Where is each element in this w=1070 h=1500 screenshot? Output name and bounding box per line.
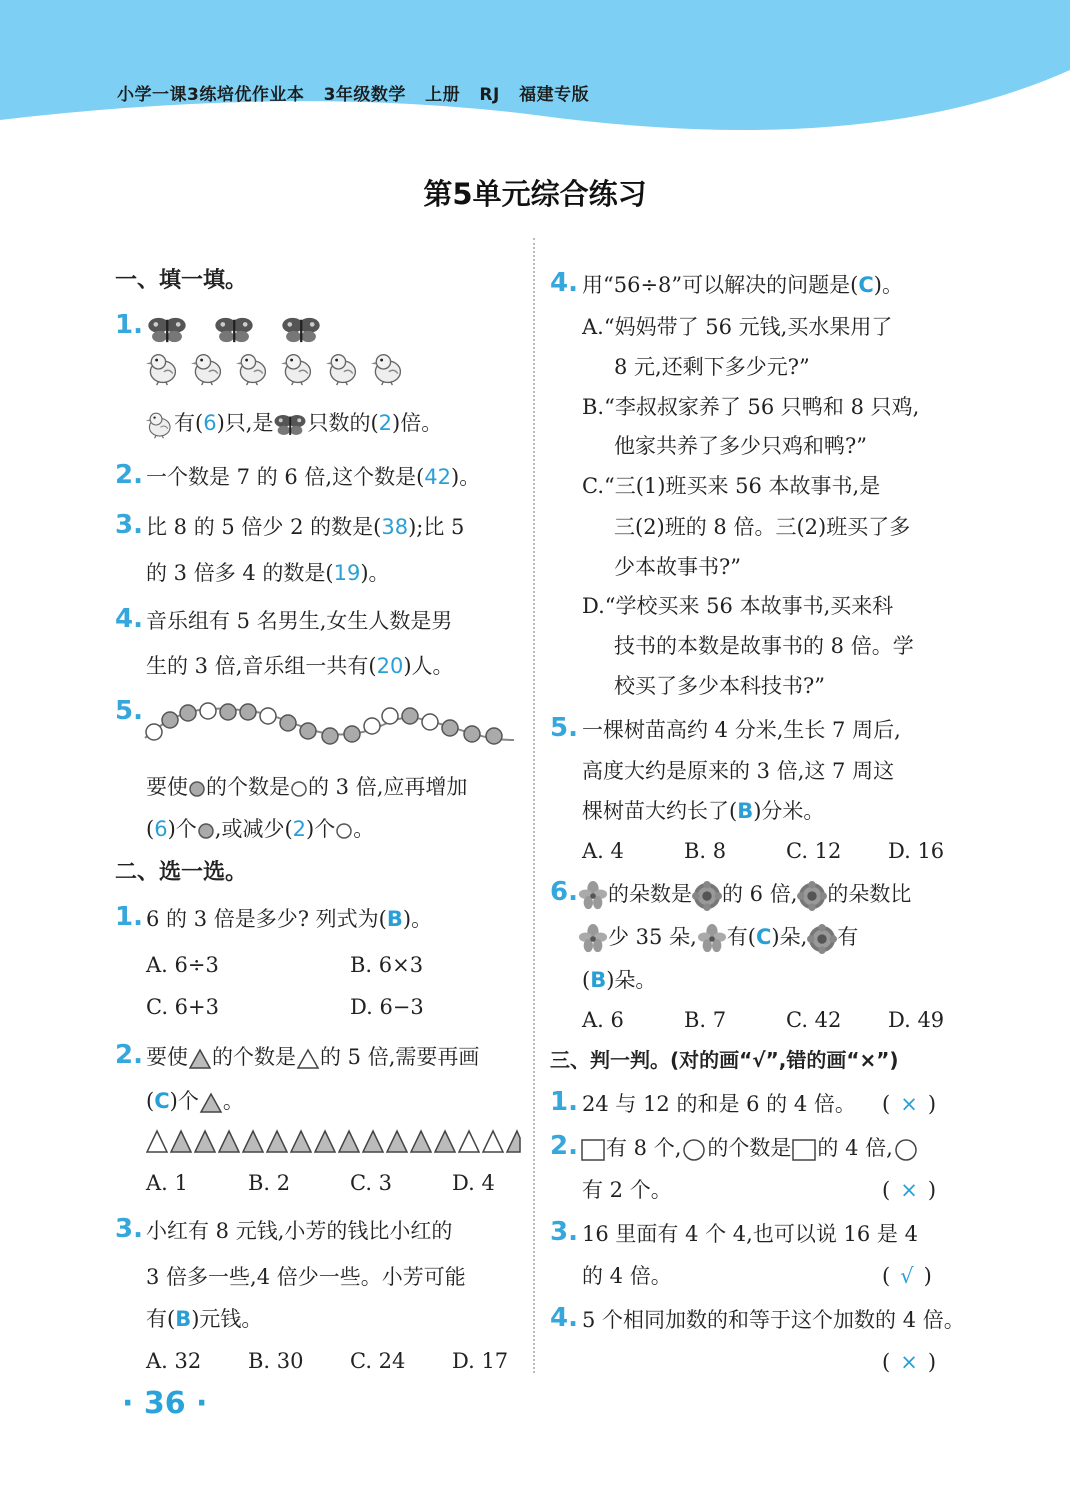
answer: C	[755, 925, 772, 949]
butterfly-icon	[280, 316, 322, 344]
chick-row	[144, 352, 405, 386]
answer: ×	[900, 1350, 918, 1374]
answer: 6	[203, 411, 217, 435]
answer: 2	[378, 411, 393, 435]
p3q4-line1: 5 个相同加数的和等于这个加数的 4 倍。	[582, 1308, 965, 1332]
p3q2-line1: 有 8 个, 的个数是 的 4 倍,	[580, 1133, 919, 1163]
circle-icon	[681, 1138, 707, 1162]
option: A. 6÷3	[146, 953, 219, 977]
p2q2-line2: (C)个 。	[146, 1089, 244, 1113]
circle-icon	[893, 1138, 919, 1162]
header-band	[0, 0, 1070, 130]
chick-icon	[144, 352, 180, 386]
page-title: 第5单元综合练习	[423, 177, 647, 211]
flower-a-icon	[697, 924, 727, 954]
judge-answer: ( × )	[882, 1092, 937, 1116]
option: B. 7	[684, 1008, 727, 1032]
p2q5-line3: 棵树苗大约长了(B)分米。	[582, 799, 825, 823]
q3-line2: 的 3 倍多 4 的数是(19)。	[146, 561, 390, 585]
option: D. 16	[888, 839, 945, 863]
answer: 42	[424, 465, 452, 489]
option-line: 技书的本数是故事书的 8 倍。学	[614, 634, 914, 658]
chick-icon	[189, 352, 225, 386]
option-line: 他家共养了多少只鸡和鸭?”	[614, 434, 867, 458]
q5-line2: (6)个 ,或减少(2)个 。	[146, 817, 375, 841]
p2q2-line1: 要使 的个数是 的 5 倍,需要再画	[146, 1045, 480, 1069]
answer: B	[175, 1307, 192, 1331]
answer: 2	[292, 817, 307, 841]
square-icon	[580, 1138, 606, 1162]
option-line: 三(2)班的 8 倍。三(2)班买了多	[614, 515, 911, 539]
gray-bead-icon	[188, 780, 206, 798]
chick-icon	[234, 352, 270, 386]
p2q6-line2: 少 35 朵, 有(C)朵, 有	[578, 922, 858, 954]
answer: 38	[381, 515, 409, 539]
option-line: C.“三(1)班买来 56 本故事书,是	[582, 474, 881, 498]
butterfly-row	[146, 316, 322, 344]
p2q3-line3: 有(B)元钱。	[146, 1307, 263, 1331]
column-divider	[533, 238, 535, 1373]
section-heading-judge: 三、判一判。(对的画“√”,错的画“×”)	[550, 1048, 899, 1072]
option: A. 4	[582, 839, 624, 863]
option: D. 49	[888, 1008, 945, 1032]
question-number: 6.	[550, 877, 578, 907]
question-number: 1.	[115, 310, 143, 340]
q1-text: 有(6)只,是 只数的(2)倍。	[144, 408, 442, 439]
answer: ×	[900, 1092, 918, 1116]
option: A. 6	[582, 1008, 624, 1032]
answer: √	[900, 1264, 914, 1288]
white-bead-icon	[335, 822, 353, 840]
answer: C	[858, 273, 874, 297]
answer: 6	[154, 817, 168, 841]
option: A. 32	[146, 1349, 202, 1373]
option: D. 4	[452, 1171, 495, 1195]
judge-answer: ( √ )	[882, 1264, 932, 1288]
p3q2-line2: 有 2 个。	[582, 1178, 672, 1202]
answer: B	[386, 907, 403, 931]
question-number: 3.	[115, 1214, 143, 1244]
chick-icon	[279, 352, 315, 386]
section-heading-fill: 一、填一填。	[115, 268, 248, 293]
question-number: 5.	[550, 713, 578, 743]
p2q6-line1: 的朵数是 的 6 倍, 的朵数比	[578, 879, 911, 911]
option-line: 少本故事书?”	[614, 555, 741, 579]
square-icon	[791, 1138, 817, 1162]
p3q1-text: 24 与 12 的和是 6 的 4 倍。	[582, 1092, 856, 1116]
option: C. 24	[350, 1349, 406, 1373]
question-number: 4.	[550, 268, 578, 298]
option-line: B.“李叔叔家养了 56 只鸭和 8 只鸡,	[582, 395, 920, 419]
question-number: 4.	[550, 1303, 578, 1333]
q3-line1: 比 8 的 5 倍少 2 的数是(38);比 5	[146, 515, 465, 539]
answer: 20	[376, 654, 404, 678]
question-number: 2.	[550, 1131, 578, 1161]
header-title: 小学一课3练培优作业本 3年级数学 上册 RJ 福建专版	[117, 85, 590, 105]
option-line: A.“妈妈带了 56 元钱,买水果用了	[582, 315, 893, 339]
question-number: 1.	[115, 902, 143, 932]
butterfly-icon	[273, 413, 307, 437]
option: D. 17	[452, 1349, 509, 1373]
p2q1-text: 6 的 3 倍是多少? 列式为(B)。	[146, 907, 433, 931]
p2q5-line1: 一棵树苗高约 4 分米,生长 7 周后,	[582, 718, 901, 742]
gray-triangle-icon	[188, 1048, 212, 1070]
flower-b-icon	[692, 881, 722, 911]
page-number: · 36 ·	[122, 1386, 208, 1421]
option: B. 2	[248, 1171, 291, 1195]
white-bead-icon	[290, 780, 308, 798]
p3q3-line2: 的 4 倍。	[582, 1264, 672, 1288]
question-number: 5.	[115, 696, 143, 726]
gray-bead-icon	[197, 822, 215, 840]
question-number: 2.	[115, 1040, 143, 1070]
option: C. 42	[786, 1008, 842, 1032]
option: C. 6+3	[146, 995, 219, 1019]
chick-icon	[324, 352, 360, 386]
judge-answer: ( × )	[882, 1178, 937, 1202]
flower-b-icon	[797, 881, 827, 911]
chick-icon	[144, 411, 174, 439]
flower-a-icon	[578, 924, 608, 954]
option: B. 30	[248, 1349, 304, 1373]
option: B. 8	[684, 839, 727, 863]
question-number: 4.	[115, 604, 143, 634]
butterfly-icon	[213, 316, 255, 344]
q5-line1: 要使 的个数是 的 3 倍,应再增加	[146, 775, 468, 799]
answer: C	[154, 1089, 170, 1113]
option-line: 校买了多少本科技书?”	[614, 674, 825, 698]
triangle-row	[146, 1128, 521, 1156]
question-number: 3.	[115, 510, 143, 540]
butterfly-icon	[146, 316, 188, 344]
question-number: 3.	[550, 1217, 578, 1247]
white-triangle-icon	[296, 1048, 320, 1070]
answer: B	[590, 968, 607, 992]
option-line: D.“学校买来 56 本故事书,买来科	[582, 594, 894, 618]
judge-answer: ( × )	[882, 1350, 937, 1374]
option: C. 12	[786, 839, 842, 863]
section-heading-choose: 二、选一选。	[115, 860, 248, 885]
option: B. 6×3	[350, 953, 424, 977]
p2q4-stem: 用“56÷8”可以解决的问题是(C)。	[582, 273, 903, 297]
p2q3-line2: 3 倍多一些,4 倍少一些。小芳可能	[146, 1265, 466, 1289]
flower-a-icon	[578, 881, 608, 911]
q4-line2: 生的 3 倍,音乐组一共有(20)人。	[146, 654, 454, 678]
option: A. 1	[146, 1171, 188, 1195]
chick-icon	[369, 352, 405, 386]
q2-text: 一个数是 7 的 6 倍,这个数是(42)。	[146, 465, 481, 489]
question-number: 1.	[550, 1087, 578, 1117]
q4-line1: 音乐组有 5 名男生,女生人数是男	[146, 609, 453, 633]
gray-triangle-icon	[199, 1092, 223, 1114]
flower-b-icon	[807, 924, 837, 954]
p2q3-line1: 小红有 8 元钱,小芳的钱比小红的	[146, 1219, 453, 1243]
option: D. 6−3	[350, 995, 424, 1019]
bead-string	[140, 696, 518, 756]
p2q5-line2: 高度大约是原来的 3 倍,这 7 周这	[582, 759, 895, 783]
answer: B	[737, 799, 754, 823]
answer: 19	[333, 561, 361, 585]
question-number: 2.	[115, 460, 143, 490]
p2q6-line3: (B)朵。	[582, 968, 657, 992]
option-line: 8 元,还剩下多少元?”	[614, 355, 810, 379]
p3q3-line1: 16 里面有 4 个 4,也可以说 16 是 4	[582, 1222, 918, 1246]
answer: ×	[900, 1178, 918, 1202]
option: C. 3	[350, 1171, 393, 1195]
